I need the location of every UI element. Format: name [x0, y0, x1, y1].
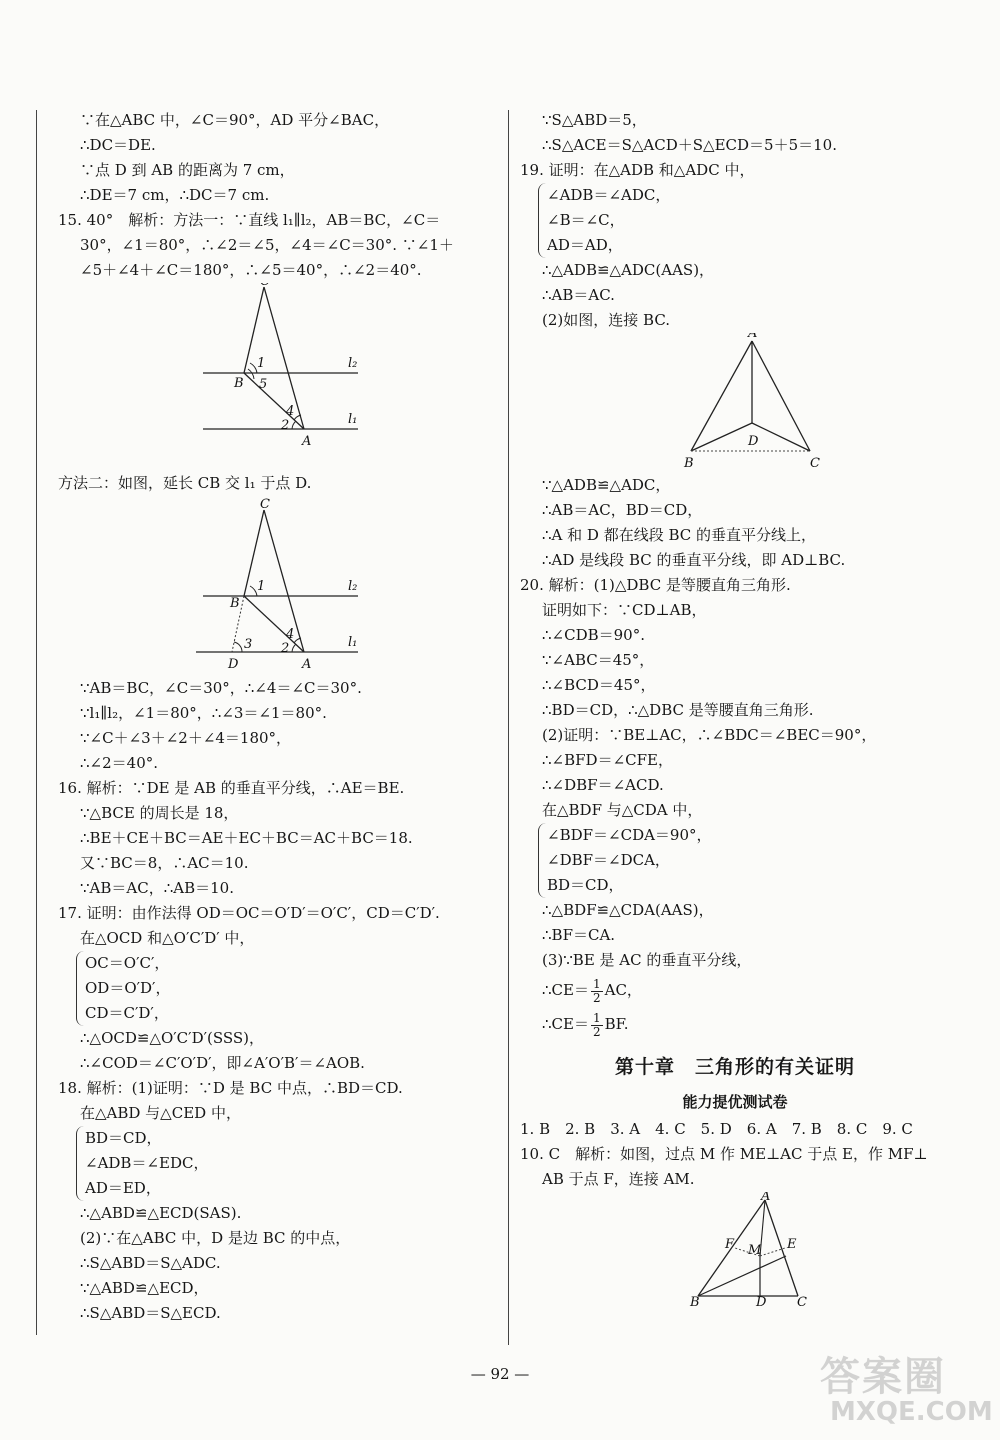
text-line: ∴∠DBF＝∠ACD. [542, 776, 664, 794]
column-divider [508, 110, 509, 1345]
text-line: ∵AB＝BC，∠C＝30°，∴∠4＝∠C＝30°. [80, 679, 362, 697]
text-line: ∴△BDF≌△CDA(AAS)， [542, 901, 714, 919]
denominator: 2 [592, 1024, 601, 1039]
label-E: E [787, 1237, 797, 1252]
text-line: ∴S△ABD＝S△ADC. [80, 1254, 221, 1272]
angle-5: 5 [259, 377, 268, 392]
chapter-title: 第十章 三角形的有关证明 [614, 1056, 855, 1078]
text-line: ∴△OCD≌△O′C′D′(SSS)， [80, 1029, 265, 1047]
text-fragment: ∴CE＝ [542, 981, 589, 999]
text-line: ∴DC＝DE. [80, 136, 156, 154]
text-line: 在△OCD 和△O′C′D′ 中， [80, 929, 255, 947]
numerator: 1 [592, 1010, 601, 1025]
figure-19 [520, 333, 950, 473]
label-D: D [756, 1295, 767, 1307]
text-line: ∵l₁∥l₂，∠1＝80°，∴∠3＝∠1＝80°. [80, 704, 327, 722]
line-l2: l₂ [348, 579, 358, 594]
problem-19 [520, 158, 950, 333]
label-A: A [302, 657, 312, 672]
text-line: ∵△ABD≌△ECD， [80, 1279, 209, 1297]
text-line: OD＝O′D′， [85, 979, 171, 997]
text-line: ∴∠CDB＝90°. [542, 626, 645, 644]
text-line: AD＝AD， [547, 236, 623, 254]
text-line: ∴△ABD≌△ECD(SAS). [80, 1204, 242, 1222]
text-line: ∵∠C＋∠3＋∠2＋∠4＝180°， [80, 729, 292, 747]
fraction [591, 978, 603, 1005]
text-line: 在△ABD 与△CED 中， [80, 1104, 241, 1122]
text-line: AB 于点 F，连接 AM. [542, 1170, 695, 1188]
text-line: 10. C 解析：如图，过点 M 作 ME⊥AC 于点 E，作 MF⊥ [520, 1145, 928, 1163]
watermark [820, 1345, 993, 1435]
text-line: 18. 解析：(1)证明：∵D 是 BC 中点，∴BD＝CD. [58, 1079, 403, 1097]
text-line: 19. 证明：在△ADB 和△ADC 中， [520, 161, 755, 179]
text-line: 15. 40° 解析：方法一：∵直线 l₁∥l₂，AB＝BC，∠C＝ [58, 211, 441, 229]
label-B: B [684, 456, 694, 471]
text-line: 30°，∠1＝80°，∴∠2＝∠5，∠4＝∠C＝30°. ∵∠1＋ [80, 236, 454, 254]
text-line: ∠BDF＝∠CDA＝90°， [547, 826, 712, 844]
text-line: 方法二：如图，延长 CB 交 l₁ 于点 D. [58, 474, 312, 492]
text-line: ∴BD＝CD，∴△DBC 是等腰直角三角形. [542, 701, 814, 719]
label-A: A [761, 1192, 771, 1204]
text-line: ∴AB＝AC. [542, 286, 615, 304]
label-A: A [748, 333, 758, 341]
right-column [520, 108, 950, 1307]
text-line: ∠5＋∠4＋∠C＝180°，∴∠5＝40°，∴∠2＝40°. [80, 261, 422, 279]
fraction [591, 1012, 603, 1039]
denominator: 2 [592, 990, 601, 1005]
text-line: ∠ADB＝∠EDC， [85, 1154, 209, 1172]
problem-16 [58, 776, 490, 901]
text-line: ∠ADB＝∠ADC， [547, 186, 671, 204]
label-B: B [690, 1295, 700, 1307]
section-subtitle: 能力提优测试卷 [682, 1093, 788, 1111]
text-line: ∴∠2＝40°. [80, 754, 159, 772]
label-C: C [810, 456, 820, 471]
label-D: D [228, 657, 239, 672]
answers-line: 1. B 2. B 3. A 4. C 5. D 6. A 7. B 8. C 9. C [520, 1120, 913, 1138]
label-F: F [725, 1237, 735, 1252]
text-fragment: BF. [604, 1015, 629, 1033]
angle-2: 2 [281, 418, 290, 433]
figure-15-method1 [58, 283, 490, 463]
angle-1: 1 [257, 356, 266, 371]
text-line: ∠DBF＝∠DCA， [547, 851, 670, 869]
angle-4: 4 [286, 404, 295, 419]
line-l1: l₁ [348, 412, 358, 427]
line-l2: l₂ [348, 356, 358, 371]
page-number: — 92 — [470, 1365, 530, 1383]
text-line: 16. 解析：∵DE 是 AB 的垂直平分线，∴AE＝BE. [58, 779, 405, 797]
geometry-figure [58, 283, 490, 463]
label-B: B [230, 596, 240, 611]
label-C: C [260, 497, 270, 512]
text-line: 20. 解析：(1)△DBC 是等腰直角三角形. [520, 576, 791, 594]
method2-proof [58, 676, 490, 776]
figure-15-method2 [58, 496, 490, 676]
text-line: ∴BE＋CE＋BC＝AE＋EC＋BC＝AC＋BC＝18. [80, 829, 413, 847]
text-line: 17. 证明：由作法得 OD＝OC＝O′D′＝O′C′，CD＝C′D′. [58, 904, 440, 922]
brace-group [76, 951, 490, 1026]
text-line: 证明如下：∵CD⊥AB， [542, 601, 707, 619]
text-line: (2)∵在△ABC 中，D 是边 BC 的中点， [80, 1229, 351, 1247]
label-C [260, 283, 270, 289]
left-column [58, 108, 490, 1326]
angle-1: 1 [257, 579, 266, 594]
problem-17 [58, 901, 490, 1076]
label-C: C [797, 1295, 807, 1307]
problem-19-conclusion [520, 473, 950, 573]
text-line: ∠B＝∠C， [547, 211, 625, 229]
text-line: ∵AB＝AC，∴AB＝10. [80, 879, 234, 897]
text-line: (2)如图，连接 BC. [542, 311, 671, 329]
text-line: ∴∠COD＝∠C′O′D′，即∠A′O′B′＝∠AOB. [80, 1054, 365, 1072]
text-line: ∴AB＝AC，BD＝CD， [542, 501, 703, 519]
brace-group [538, 183, 950, 258]
text-line: (3)∵BE 是 AC 的垂直平分线， [542, 951, 752, 969]
text-line: ∵△ADB≌△ADC， [542, 476, 671, 494]
problem-15 [58, 208, 490, 283]
block-18-tail [520, 108, 950, 158]
brace-group [538, 823, 950, 898]
angle-4: 4 [286, 627, 295, 642]
text-line: 在△BDF 与△CDA 中， [542, 801, 703, 819]
problem-20 [520, 573, 950, 1041]
figure-10 [520, 1192, 950, 1307]
watermark-logo: 答案圈 [820, 1354, 946, 1400]
numerator: 1 [592, 976, 601, 991]
line-l1: l₁ [348, 635, 358, 650]
text-line: ∵S△ABD＝5， [542, 111, 647, 129]
label-D: D [748, 434, 759, 449]
text-line: ∴DE＝7 cm，∴DC＝7 cm. [80, 186, 270, 204]
text-line: ∴S△ABD＝S△ECD. [80, 1304, 221, 1322]
block-14-tail [58, 108, 490, 208]
text-line: BD＝CD， [547, 876, 624, 894]
label-A: A [302, 434, 312, 449]
geometry-figure [58, 496, 490, 676]
angle-2: 2 [281, 641, 290, 656]
geometry-figure [520, 333, 950, 473]
fraction-line [520, 973, 950, 1007]
angle-3: 3 [244, 637, 253, 652]
fraction-line [520, 1007, 950, 1041]
text-line: ∴AD 是线段 BC 的垂直平分线，即 AD⊥BC. [542, 551, 846, 569]
text-line: (2)证明：∵BE⊥AC，∴∠BDC＝∠BEC＝90°， [542, 726, 877, 744]
text-line: ∴△ADB≌△ADC(AAS)， [542, 261, 715, 279]
text-line: CD＝C′D′， [85, 1004, 169, 1022]
text-line: ∴∠BCD＝45°， [542, 676, 656, 694]
watermark-url: MXQE.COM [830, 1397, 993, 1427]
text-line: ∵点 D 到 AB 的距离为 7 cm， [80, 161, 295, 179]
text-line: AD＝ED， [85, 1179, 161, 1197]
brace-group [76, 1126, 490, 1201]
problem-18 [58, 1076, 490, 1326]
label-B: B [234, 376, 244, 391]
text-fragment: ∴CE＝ [542, 1015, 589, 1033]
text-fragment: AC， [604, 981, 642, 999]
text-line: ∵在△ABC 中，∠C＝90°，AD 平分∠BAC， [80, 111, 390, 129]
text-line: ∴∠BFD＝∠CFE， [542, 751, 673, 769]
left-margin-line [36, 110, 37, 1335]
text-line: ∴A 和 D 都在线段 BC 的垂直平分线上， [542, 526, 817, 544]
text-line: ∴S△ACE＝S△ACD＋S△ECD＝5＋5＝10. [542, 136, 837, 154]
text-line: ∴BF＝CA. [542, 926, 616, 944]
text-line: OC＝O′C′， [85, 954, 170, 972]
text-line: ∵∠ABC＝45°， [542, 651, 655, 669]
geometry-figure [520, 1192, 950, 1307]
text-line: 又∵BC＝8，∴AC＝10. [80, 854, 249, 872]
label-M: M [748, 1243, 762, 1258]
text-line: ∵△BCE 的周长是 18， [80, 804, 239, 822]
text-line: BD＝CD， [85, 1129, 162, 1147]
